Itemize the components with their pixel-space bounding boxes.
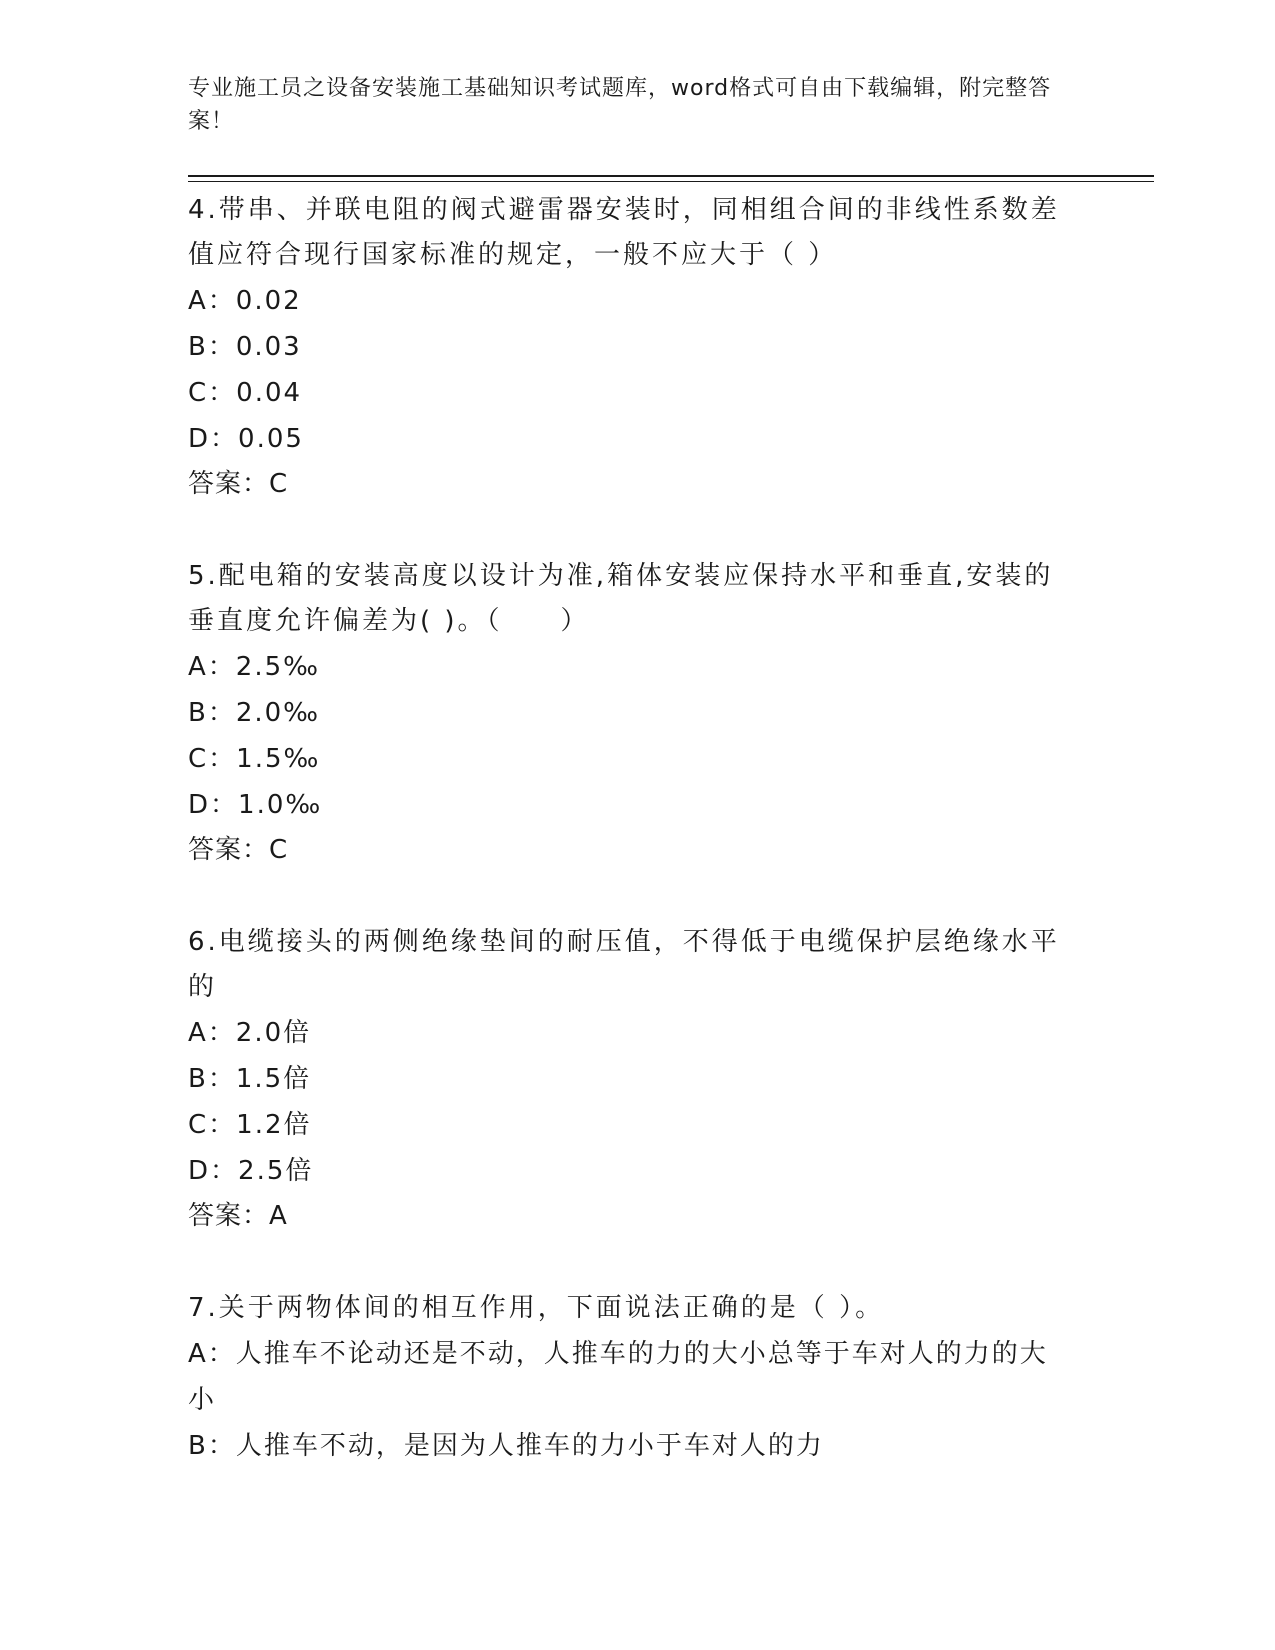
option-a: A：0.02 [188, 286, 302, 316]
option-a: A：2.0倍 [188, 1018, 312, 1048]
option-b: B：0.03 [188, 332, 302, 362]
option-a: A：人推车不论动还是不动，人推车的力的大小总等于车对人的力的大小 [188, 1339, 1048, 1415]
question-4 [188, 188, 1068, 506]
question-text: 7.关于两物体间的相互作用，下面说法正确的是（ ）。 [188, 1293, 885, 1323]
question-text: 4.带串、并联电阻的阀式避雷器安装时，同相组合间的非线性系数差值应符合现行国家标准的规定，一般不应大于（ ） [188, 195, 1060, 270]
option-c: C：0.04 [188, 378, 303, 408]
option-b: B：人推车不动，是因为人推车的力小于车对人的力 [188, 1431, 824, 1461]
question-text: 5.配电箱的安装高度以设计为准,箱体安装应保持水平和垂直,安装的垂直度允许偏差为( )。（ ） [188, 561, 1054, 636]
question-7 [188, 1286, 1068, 1469]
option-b: B：1.5倍 [188, 1064, 312, 1094]
question-6 [188, 920, 1068, 1238]
answer: 答案：C [188, 469, 289, 499]
option-d: D：0.05 [188, 424, 304, 454]
option-d: D：1.0‰ [188, 790, 323, 820]
answer: 答案：C [188, 835, 289, 865]
question-5 [188, 554, 1068, 872]
document-header: 专业施工员之设备安装施工基础知识考试题库，word格式可自由下载编辑，附完整答案！ [188, 76, 1052, 134]
option-a: A：2.5‰ [188, 652, 321, 682]
header-divider-thin [188, 181, 1154, 182]
answer: 答案：A [188, 1201, 288, 1231]
option-c: C：1.2倍 [188, 1110, 312, 1140]
question-text: 6.电缆接头的两侧绝缘垫间的耐压值，不得低于电缆保护层绝缘水平的 [188, 927, 1060, 1002]
option-d: D：2.5倍 [188, 1156, 314, 1186]
option-c: C：1.5‰ [188, 744, 321, 774]
question-list [188, 188, 1068, 1517]
option-b: B：2.0‰ [188, 698, 321, 728]
header-divider-thick [188, 175, 1154, 177]
